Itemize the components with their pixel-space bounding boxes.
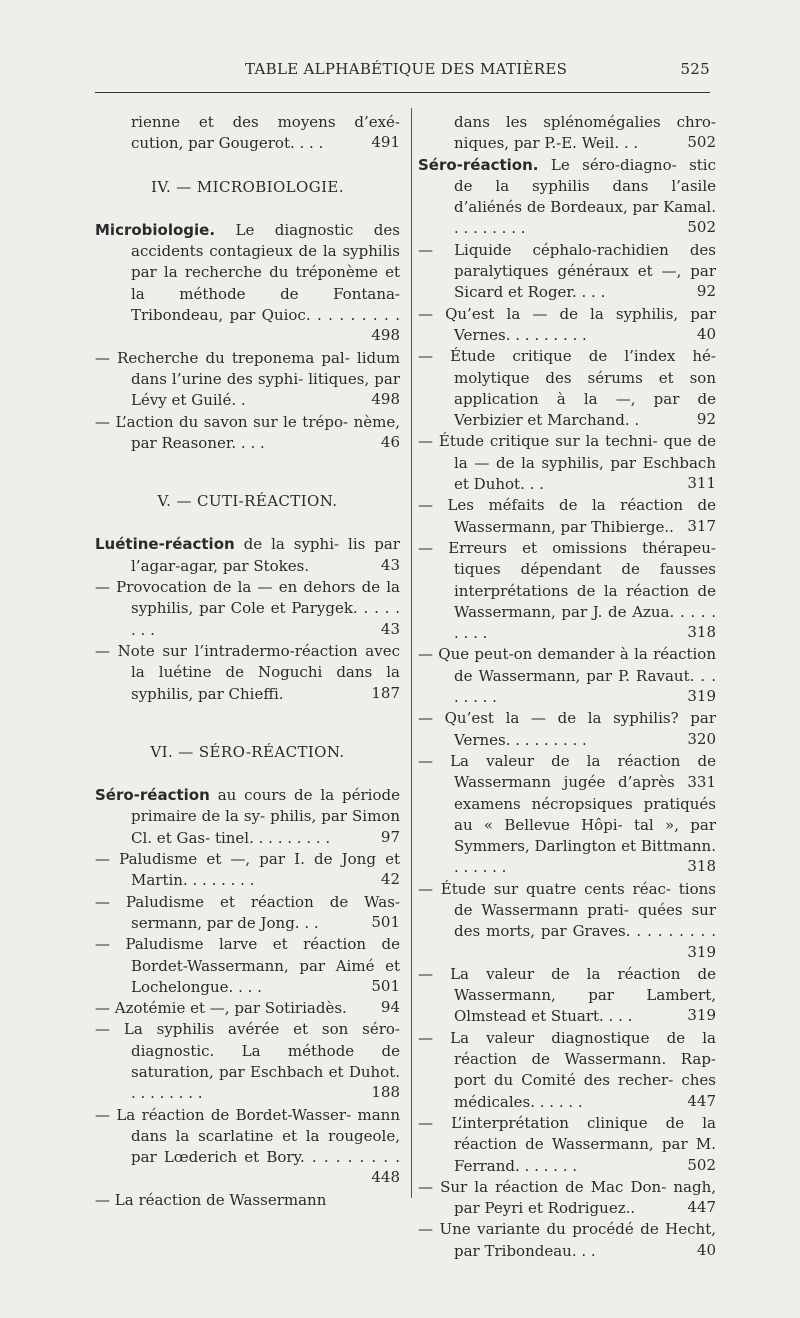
- index-entry: [418, 1028, 716, 1113]
- entry-text: au cours de la période primaire de la sy- philis, par Simon Cl. et Gas- tinel. . . . . . . . .: [131, 786, 400, 847]
- entry-page-number: 92: [693, 281, 716, 302]
- entry-text: — La réaction de Wassermann: [95, 1190, 327, 1209]
- entry-keyword: Séro-réaction: [95, 786, 210, 805]
- entry-text: — Que peut-on demander à la réaction de Wassermann, par P. Ravaut. . . . . . . .: [418, 645, 716, 707]
- index-entry: [418, 240, 716, 304]
- entry-keyword: Séro-réaction.: [418, 155, 539, 174]
- entry-text: — Provocation de la — en dehors de la syphilis, par Cole et Parygek. . . . . . . .: [95, 578, 400, 639]
- entry-page-number: 318: [683, 622, 716, 643]
- entry-page-number: 94: [377, 997, 400, 1018]
- entry-page-number: 502: [683, 1155, 716, 1176]
- entry-text: — Qu’est la — de la syphilis, par Vernes. . . . . . . . .: [418, 304, 716, 344]
- index-entry: [95, 998, 400, 1019]
- page-header: [95, 60, 710, 84]
- entry-text: rienne et des moyens d’exé- cution, par Gougerot. . . .: [131, 113, 400, 153]
- entry-page-number: 501: [367, 912, 400, 933]
- entry-text: de la syphi- lis par l’agar-agar, par Stokes.: [131, 535, 400, 575]
- entry-text: — Paludisme larve et réaction de Bordet-Wassermann, par Aimé et Lochelongue. . . .: [95, 935, 400, 996]
- entry-text: — Liquide céphalo-rachidien des paralytiques généraux et —, par Sicard et Roger. . . .: [418, 240, 716, 302]
- index-entry: [418, 964, 716, 1028]
- index-entry: [95, 1190, 400, 1211]
- entry-keyword: Microbiologie.: [95, 220, 216, 239]
- entry-page-number: 320: [683, 729, 716, 750]
- index-entry: [95, 641, 400, 705]
- index-entry: [418, 879, 716, 964]
- entry-text: — La valeur de la réaction de Wassermann jugée d’après 331 examens nécropsiques pratiqués au « Bellevue Hôpi- tal », par Symmers, Darlington et Bittmann. . . . . . .: [418, 751, 716, 877]
- entry-text: — La syphilis avérée et son séro- diagnostic. La méthode de saturation, par Eschbach et Duhot. . . . . . . . .: [95, 1020, 400, 1103]
- section-heading: V. — CUTI-RÉACTION.: [157, 492, 338, 511]
- section-heading: VI. — SÉRO-RÉACTION.: [150, 742, 345, 761]
- entry-page-number: 319: [683, 686, 716, 707]
- index-entry: [418, 1177, 716, 1220]
- index-entry: [418, 751, 716, 879]
- index-entry: [95, 1019, 400, 1104]
- entry-text: — Azotémie et —, par Sotiriadès.: [95, 999, 347, 1018]
- entry-page-number: 92: [693, 409, 716, 430]
- entry-page-number: 40: [693, 1240, 716, 1261]
- index-entry: [95, 112, 400, 155]
- entry-page-number: 498: [367, 389, 400, 410]
- entry-text: — Sur la réaction de Mac Don- nagh, par Peyri et Rodriguez..: [418, 1177, 716, 1218]
- section-heading: IV. — MICROBIOLOGIE.: [151, 177, 344, 196]
- entry-page-number: 43: [377, 555, 400, 576]
- right-column: [418, 112, 716, 1262]
- entry-page-number: 42: [377, 869, 400, 890]
- entry-page-number: 318: [683, 856, 716, 877]
- index-entry: [95, 785, 400, 849]
- entry-text: — Erreurs et omissions thérapeu- tiques dépendant de fausses interprétations de la réaction de Wassermann, par J. de Azua. . . . . . . . .: [418, 538, 716, 643]
- entry-page-number: 502: [683, 217, 716, 238]
- index-entry: [95, 220, 400, 348]
- entry-text: — Étude critique de l’index hé- molytique des sérums et son application à la —, par de Verbizier et Marchand. .: [418, 347, 716, 430]
- column-divider: [411, 108, 412, 1198]
- entry-text: Le diagnostic des accidents contagieux de la syphilis par la recherche du tréponème et la méthode de Fontana-Tribondeau, par Quioc. . . . . . . . .: [131, 220, 400, 325]
- index-entry: [95, 348, 400, 412]
- entry-page-number: 97: [377, 827, 400, 848]
- entry-text: — Une variante du procédé de Hecht, par Tribondeau. . .: [418, 1220, 716, 1260]
- entry-text: — L’action du savon sur le trépo- nème, par Reasoner. . . .: [95, 412, 400, 452]
- entry-page-number: 448: [367, 1167, 400, 1188]
- index-entry: [418, 1113, 716, 1177]
- entry-page-number: 447: [683, 1197, 716, 1218]
- entry-page-number: 40: [693, 324, 716, 345]
- entry-page-number: 501: [367, 976, 400, 997]
- index-entry: [418, 346, 716, 431]
- index-entry: [95, 534, 400, 577]
- entry-page-number: 46: [377, 432, 400, 453]
- entry-page-number: 317: [683, 516, 716, 537]
- entry-text: — Paludisme et réaction de Was- sermann, par de Jong. . .: [95, 892, 400, 932]
- index-entry: [95, 934, 400, 998]
- entry-page-number: 311: [683, 473, 716, 494]
- index-entry: [95, 1105, 400, 1190]
- entry-text: — Note sur l’intradermo-réaction avec la luétine de Noguchi dans la syphilis, par Chieffi.: [95, 641, 400, 703]
- entry-text: — La réaction de Bordet-Wasser- mann dans la scarlatine et la rougeole, par Lœderich et Bory. . . . . . . . .: [95, 1105, 400, 1167]
- entry-page-number: 498: [367, 325, 400, 346]
- entry-text: — Étude sur quatre cents réac- tions de Wassermann prati- quées sur des morts, par Graves. . . . . . . . .: [418, 879, 716, 941]
- entry-text: dans les splénomégalies chro- niques, par P.-E. Weil. . .: [454, 113, 716, 153]
- entry-text: — Qu’est la — de la syphilis? par Vernes. . . . . . . . .: [418, 709, 716, 749]
- index-entry: [418, 431, 716, 495]
- entry-text: — La valeur de la réaction de Wassermann, par Lambert, Olmstead et Stuart. . . .: [418, 964, 716, 1026]
- entry-page-number: 491: [367, 132, 400, 153]
- index-entry: [95, 412, 400, 455]
- index-entry: [95, 892, 400, 935]
- entry-page-number: 187: [367, 683, 400, 704]
- index-entry: [418, 1219, 716, 1262]
- header-rule: [95, 92, 710, 93]
- entry-text: — Paludisme et —, par I. de Jong et Martin. . . . . . . .: [95, 850, 400, 890]
- entry-keyword: Luétine-réaction: [95, 535, 235, 554]
- running-title: TABLE ALPHABÉTIQUE DES MATIÈRES: [245, 60, 568, 78]
- index-entry: [95, 577, 400, 641]
- entry-text: — Les méfaits de la réaction de Wassermann, par Thibierge..: [418, 496, 716, 536]
- entry-page-number: 447: [683, 1091, 716, 1112]
- index-entry: [418, 112, 716, 155]
- index-entry: [418, 644, 716, 708]
- entry-text: — L’interprétation clinique de la réaction de Wassermann, par M. Ferrand. . . . . . .: [418, 1113, 716, 1175]
- entry-page-number: 502: [683, 132, 716, 153]
- entry-page-number: 319: [683, 1005, 716, 1026]
- entry-text: — La valeur diagnostique de la réaction de Wassermann. Rap- port du Comité des recher- ches médicales. . . . . .: [418, 1028, 716, 1111]
- entry-text: — Étude critique sur la techni- que de la — de la syphilis, par Eschbach et Duhot. . .: [418, 432, 716, 494]
- entry-text: — Recherche du treponema pal- lidum dans l’urine des syphi- litiques, par Lévy et Guilé. .: [95, 348, 400, 410]
- index-entry: [418, 708, 716, 751]
- entry-page-number: 319: [683, 942, 716, 963]
- entry-page-number: 43: [377, 619, 400, 640]
- entry-text: Le séro-diagno- stic de la syphilis dans l’asile d’aliénés de Bordeaux, par Kamal. . . . . . . . .: [454, 155, 716, 238]
- index-entry: [418, 304, 716, 347]
- index-entry: [95, 849, 400, 892]
- index-entry: [418, 538, 716, 644]
- page-number: 525: [680, 60, 710, 78]
- entry-page-number: 188: [367, 1082, 400, 1103]
- left-column: [95, 112, 400, 1211]
- index-entry: [418, 155, 716, 240]
- index-entry: [418, 495, 716, 538]
